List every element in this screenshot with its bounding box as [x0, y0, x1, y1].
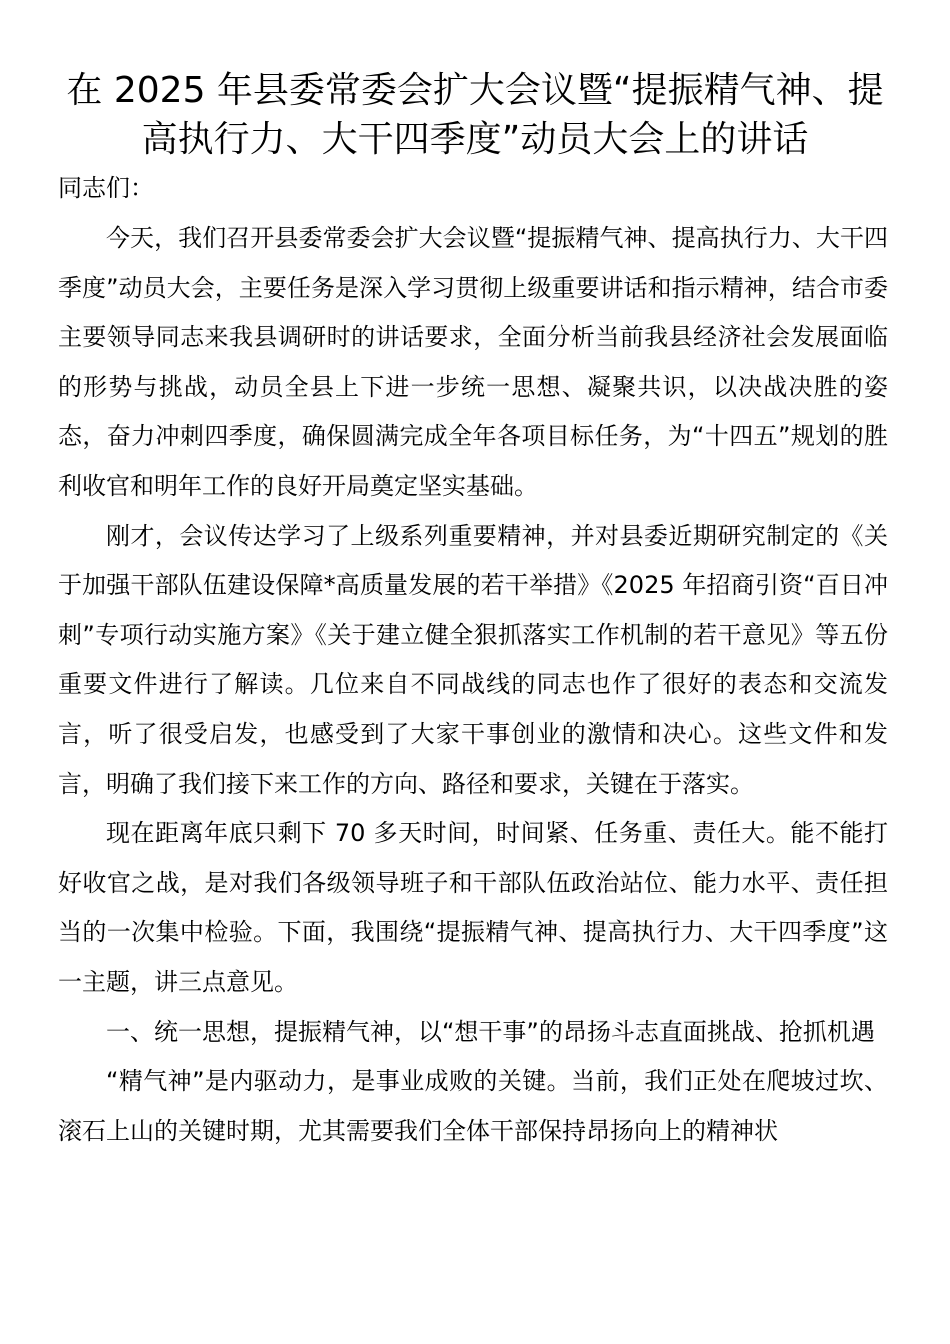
document-body	[58, 214, 888, 1156]
paragraph-documents-review: 刚才，会议传达学习了上级系列重要精神，并对县委近期研究制定的《关于加强干部队伍建设保障*高质量发展的若干举措》《2025 年招商引资“百日冲刺”专项行动实施方案》《关于建立健全狠抓落实工作机制的若干意见》等五份重要文件进行了解读。几位来自不同战线的同志也作了很好的表态和交流发言，听了很受启发，也感受到了大家干事创业的激情和决心。这些文件和发言，明确了我们接下来工作的方向、路径和要求，关键在于落实。	[58, 521, 888, 798]
document-title: 在 2025 年县委常委会扩大会议暨“提振精气神、提高执行力、大干四季度”动员大会上的讲话	[66, 70, 884, 160]
section-heading-one: 一、统一思想，提振精气神，以“想干事”的昂扬斗志直面挑战、抢抓机遇	[106, 1017, 875, 1046]
paragraph-time-remaining: 现在距离年底只剩下 70 多天时间，时间紧、任务重、责任大。能不能打好收官之战，是对我们各级领导班子和干部队伍政治站位、能力水平、责任担当的一次集中检验。下面，我围绕“提振精气神、提高执行力、大干四季度”这一主题，讲三点意见。	[58, 819, 888, 996]
paragraph-spirit: “精气神”是内驱动力，是事业成败的关键。当前，我们正处在爬坡过坎、滚石上山的关键时期，尤其需要我们全体干部保持昂扬向上的精神状	[58, 1067, 888, 1145]
paragraph-opening: 今天，我们召开县委常委会扩大会议暨“提振精气神、提高执行力、大干四季度”动员大会，主要任务是深入学习贯彻上级重要讲话和指示精神，结合市委主要领导同志来我县调研时的讲话要求，全面分析当前我县经济社会发展面临的形势与挑战，动员全县上下进一步统一思想、凝聚共识，以决战决胜的姿态，奋力冲刺四季度，确保圆满完成全年各项目标任务，为“十四五”规划的胜利收官和明年工作的良好开局奠定坚实基础。	[58, 224, 888, 500]
salutation: 同志们：	[58, 174, 154, 202]
